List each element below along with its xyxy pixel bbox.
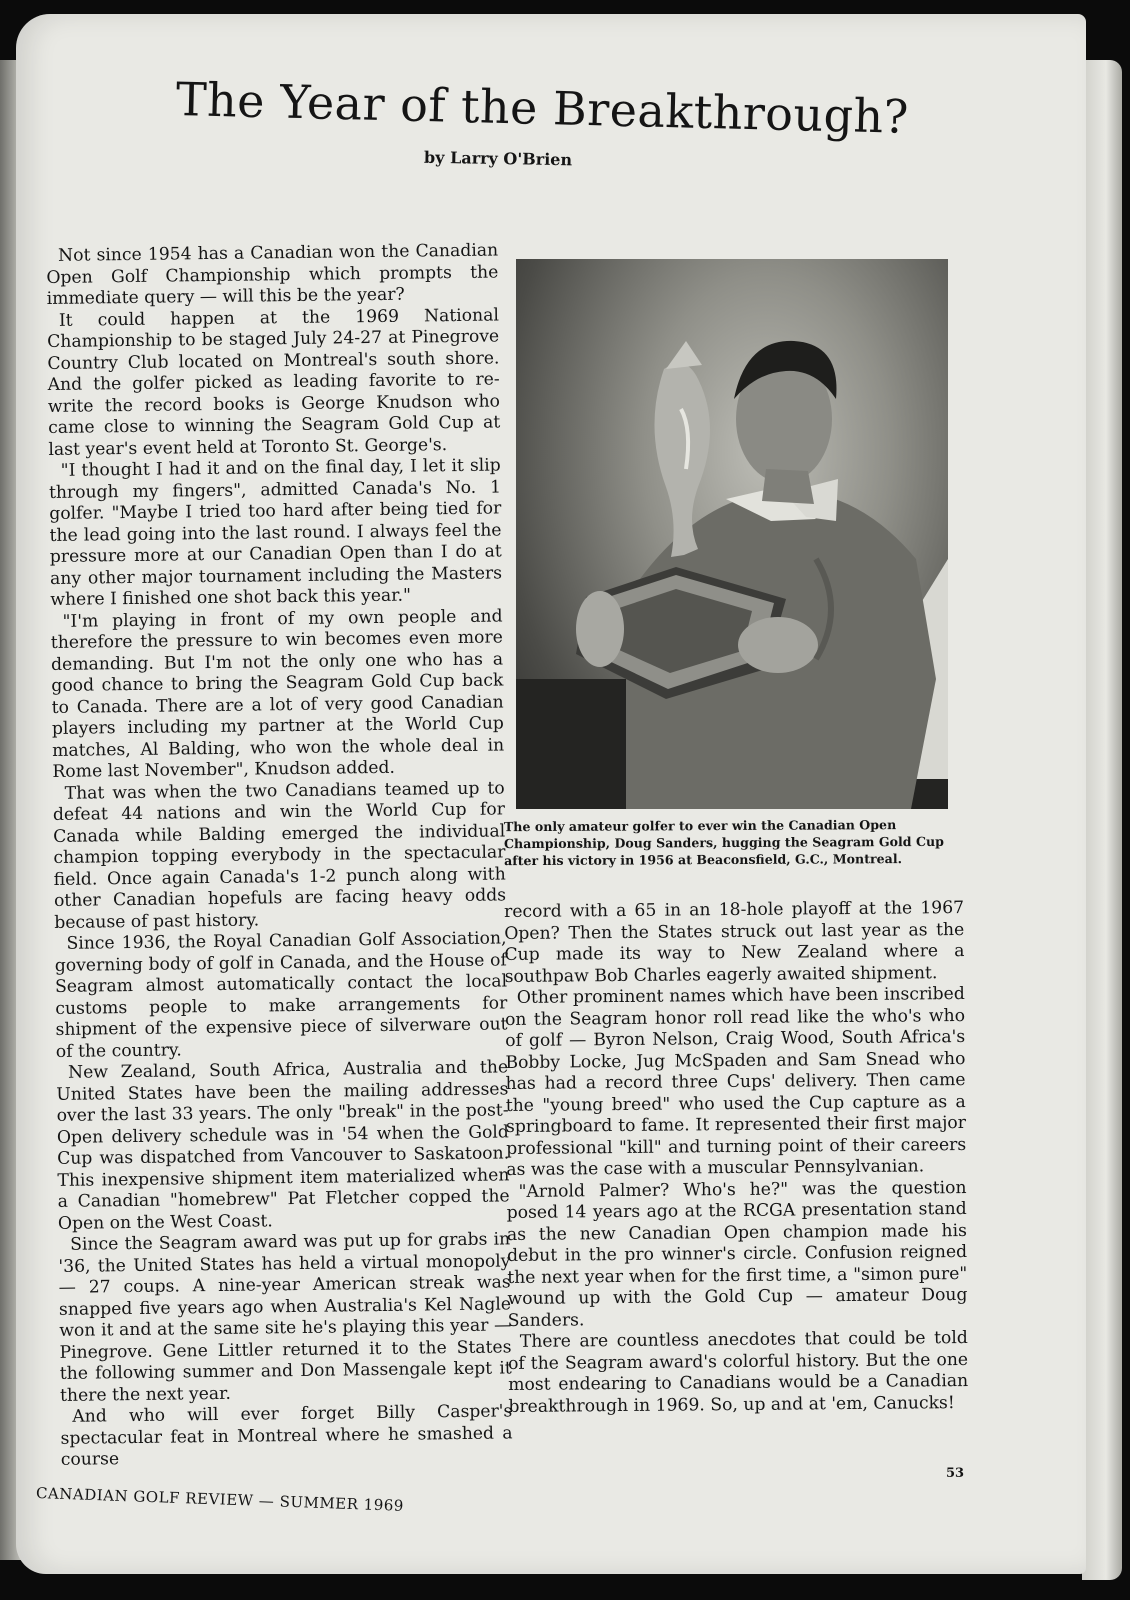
paragraph: New Zealand, South Africa, Australia and the United States have been the mailing addresses over the last 33 years. The only "break" in the post-Open delivery schedule was in '54 when the Gold Cup was dispatched from Vancouver to Saskatoon. This inexpensive shipment item materialized when a Canadian "homebrew" Pat Fletcher copped the Open on the West Coast.	[56, 1057, 510, 1234]
paragraph: Since the Seagram award was put up for grabs in '36, the United States has held a virtual monopoly — 27 coups. A nine-year American streak was snapped five years ago when Australia's Kel Nagle won it and at the same site he's playing this year — Pinegrove. Gene Littler returned it to the States the following summer and Don Massengale kept it there the next year.	[58, 1229, 512, 1406]
article-byline: by Larry O'Brien	[423, 147, 573, 170]
photo-illustration	[516, 259, 948, 809]
article-right-column	[504, 898, 969, 1442]
paragraph: "I'm playing in front of my own people and therefore the pressure to win becomes even more demanding. But I'm not the only one who has a good chance to bring the Seagram Gold Cup back to Canada. There are a lot of very good Canadian players including my partner at the World Cup matches, Al Balding, who won the whole deal in Rome last November", Knudson added.	[50, 605, 505, 782]
paragraph: There are countless anecdotes that could be told of the Seagram award's colorful history. But the one most endearing to Canadians would be a Canadian breakthrough in 1969. So, up and at 'em, Canucks!	[507, 1327, 969, 1417]
photo-caption: The only amateur golfer to ever win the Canadian Open Championship, Doug Sanders, hugging the Seagram Gold Cup after his victory in 1956 at Beaconsfield, G.C., Montreal.	[503, 817, 944, 869]
magazine-page	[16, 14, 1086, 1574]
paragraph: Since 1936, the Royal Canadian Golf Association, governing body of golf in Canada, and the House of Seagram almost automatically contact the local customs people to make arrangements for shipment of the expensive piece of silverware out of the country.	[54, 928, 508, 1062]
paragraph: "Arnold Palmer? Who's he?" was the question posed 14 years ago at the RCGA presentation stand as the new Canadian Open champion made his debut in the pro winner's circle. Confusion reigned the next year when for the first time, a "simon pure" wound up with the Gold Cup — amateur Doug Sanders.	[506, 1177, 968, 1331]
page-number: 53	[946, 1466, 965, 1481]
page-stack-edge	[1082, 60, 1122, 1580]
publication-footer: CANADIAN GOLF REVIEW — SUMMER 1969	[35, 1484, 405, 1515]
article-left-column	[46, 240, 513, 1470]
paragraph: It could happen at the 1969 National Championship to be staged July 24-27 at Pinegrove Country Club located on Montreal's south shore. And the golfer picked as leading favorite to re-write the record books is George Knudson who came close to winning the Seagram Gold Cup at last year's event held at Toronto St. George's.	[47, 304, 501, 460]
article-title: The Year of the Breakthrough?	[175, 72, 910, 144]
paragraph: "I thought I had it and on the final day, I let it slip through my fingers", admitted Canada's No. 1 golfer. "Maybe I tried too hard after being tied for the lead going into the last round. I always feel the pressure more at our Canadian Open than I do at any other major tournament including the Masters where I finished one shot back this year."	[48, 455, 503, 610]
golfer-trophy-photo	[516, 259, 948, 809]
paragraph: Other prominent names which have been inscribed on the Seagram honor roll read like the who's who of golf — Byron Nelson, Craig Wood, South Africa's Bobby Locke, Jug McSpaden and Sam Snead who has had a record three Cups' delivery. Then came the "young breed" who used the Cup capture as a springboard to fame. It represented their first major professional "kill" and turning point of their careers as was the case with a muscular Pennsylvanian.	[504, 983, 967, 1180]
paragraph: record with a 65 in an 18-hole playoff at the 1967 Open? Then the States struck out last year as the Cup made its way to New Zealand where a southpaw Bob Charles eagerly awaited shipment.	[504, 897, 965, 987]
paragraph: That was when the two Canadians teamed up to defeat 44 nations and win the World Cup for Canada while Balding emerged the individual champion topping everybody in the spectacular field. Once again Canada's 1-2 punch along with other Canadian hopefuls are facing heavy odds because of past history.	[52, 777, 507, 933]
paragraph: And who will ever forget Billy Casper's spectacular feat in Montreal where he smashed a course	[60, 1401, 513, 1470]
paragraph: Not since 1954 has a Canadian won the Canadian Open Golf Championship which prompts the immediate query — will this be the year?	[46, 240, 499, 309]
